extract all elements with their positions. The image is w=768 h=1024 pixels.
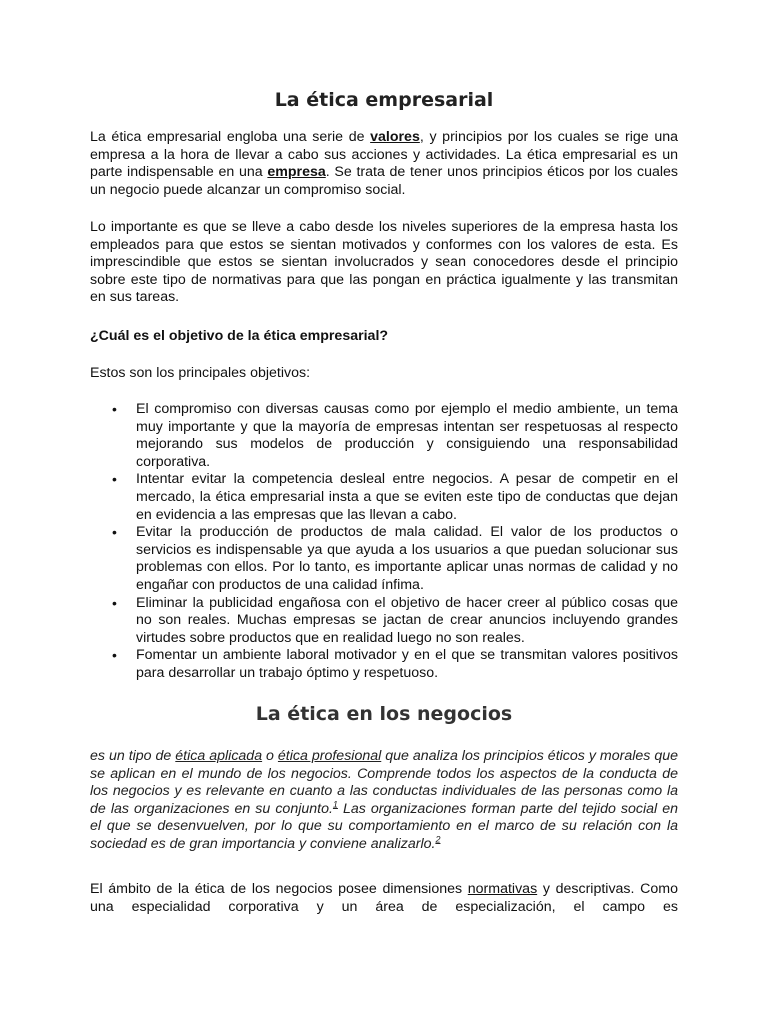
section-question-heading: ¿Cuál es el objetivo de la ética empresarial? xyxy=(90,328,389,344)
paragraph-scope xyxy=(90,881,678,916)
paragraph-text: es un tipo de xyxy=(90,748,176,764)
document-title: La ética empresarial xyxy=(274,89,494,111)
paragraph-text: y descriptivas. Como una especialidad corporativa y un área de especialización, el campo es xyxy=(90,881,678,915)
list-item xyxy=(90,647,678,682)
list-item-text: Evitar la producción de productos de mala calidad. El valor de los productos o servicios es indispensable ya que ayuda a los usuarios a que puedan solucionar sus problemas con ellos. Por lo tanto, es importante aplicar unas normas de calidad y no engañar con productos de una calidad ínfima. xyxy=(136,524,678,593)
list-item xyxy=(90,524,678,594)
list-item xyxy=(90,471,678,524)
bullet-icon: • xyxy=(112,471,117,488)
link-etica-profesional[interactable]: ética profesional xyxy=(277,748,382,764)
objectives-intro: Estos son los principales objetivos: xyxy=(90,365,311,381)
list-item-text: Intentar evitar la competencia desleal entre negocios. A pesar de competir en el mercado, la ética empresarial insta a que se eviten este tipo de conductas que dejan en evidencia a las empresas que las llevan a cabo. xyxy=(136,471,678,523)
link-valores[interactable]: valores xyxy=(370,129,420,145)
reference-link-1[interactable]: 1 xyxy=(332,799,338,810)
paragraph-text: que analiza los principios éticos y morales que se aplican en el mundo de los negocios. Comprende todos los aspectos de la conducta de los negocios y es relevante en cuanto a las conductas individuales de las personas como la de las organizaciones en su conjunto. xyxy=(90,748,678,817)
bullet-icon: • xyxy=(112,524,117,541)
reference-link-2[interactable]: 2 xyxy=(435,834,441,845)
list-item xyxy=(90,595,678,648)
section-title-business-ethics: La ética en los negocios xyxy=(255,703,513,725)
link-normativas[interactable]: normativas xyxy=(467,881,538,897)
link-etica-aplicada[interactable]: ética aplicada xyxy=(175,748,263,764)
list-item-text: El compromiso con diversas causas como por ejemplo el medio ambiente, un tema muy importante y que la mayoría de empresas intentan ser respetuosas al respecto mejorando sus modelos de producción y consiguiendo una responsabilidad corporativa. xyxy=(136,401,678,470)
paragraph-intro xyxy=(90,129,678,199)
paragraph-text: La ética empresarial engloba una serie de xyxy=(90,129,371,145)
list-item-text: Eliminar la publicidad engañosa con el objetivo de hacer creer al público cosas que no son reales. Muchas empresas se jactan de crear anuncios incluyendo grandes virtudes sobre productos que en realidad luego no son reales. xyxy=(136,594,678,646)
link-empresa[interactable]: empresa xyxy=(267,164,326,181)
objectives-list xyxy=(90,401,678,683)
paragraph-text: . Se trata de tener unos principios éticos por los cuales un negocio puede alcanzar un compromiso social. xyxy=(90,164,678,198)
paragraph-text: Las organizaciones forman parte del tejido social en el que se desenvuelven, por lo que su comportamiento en el marco de su relación con la sociedad es de gran importancia y conviene analizarlo. xyxy=(90,800,678,852)
bullet-icon: • xyxy=(112,594,117,611)
paragraph-text: El ámbito de la ética de los negocios posee dimensiones xyxy=(90,881,468,897)
paragraph-text: o xyxy=(262,748,278,764)
bullet-icon: • xyxy=(112,401,117,417)
bullet-icon: • xyxy=(112,647,117,664)
paragraph-text: , y principios por los cuales se rige una empresa a la hora de llevar a cabo sus acciones y actividades. La ética empresarial es un parte indispensable en una xyxy=(90,129,678,181)
paragraph-business-ethics xyxy=(90,748,678,854)
paragraph-importance: Lo importante es que se lleve a cabo desde los niveles superiores de la empresa hasta los empleados para que estos se sientan motivados y conformes con los valores de esta. Es imprescindible que estos se sientan involucrados y sean conocedores desde el principio sobre este tipo de normativas para que las pongan en práctica igualmente y las transmitan en sus tareas. xyxy=(90,219,678,306)
list-item xyxy=(90,401,678,471)
list-item-text: Fomentar un ambiente laboral motivador y en el que se transmitan valores positivos para desarrollar un trabajo óptimo y respetuoso. xyxy=(136,647,678,681)
